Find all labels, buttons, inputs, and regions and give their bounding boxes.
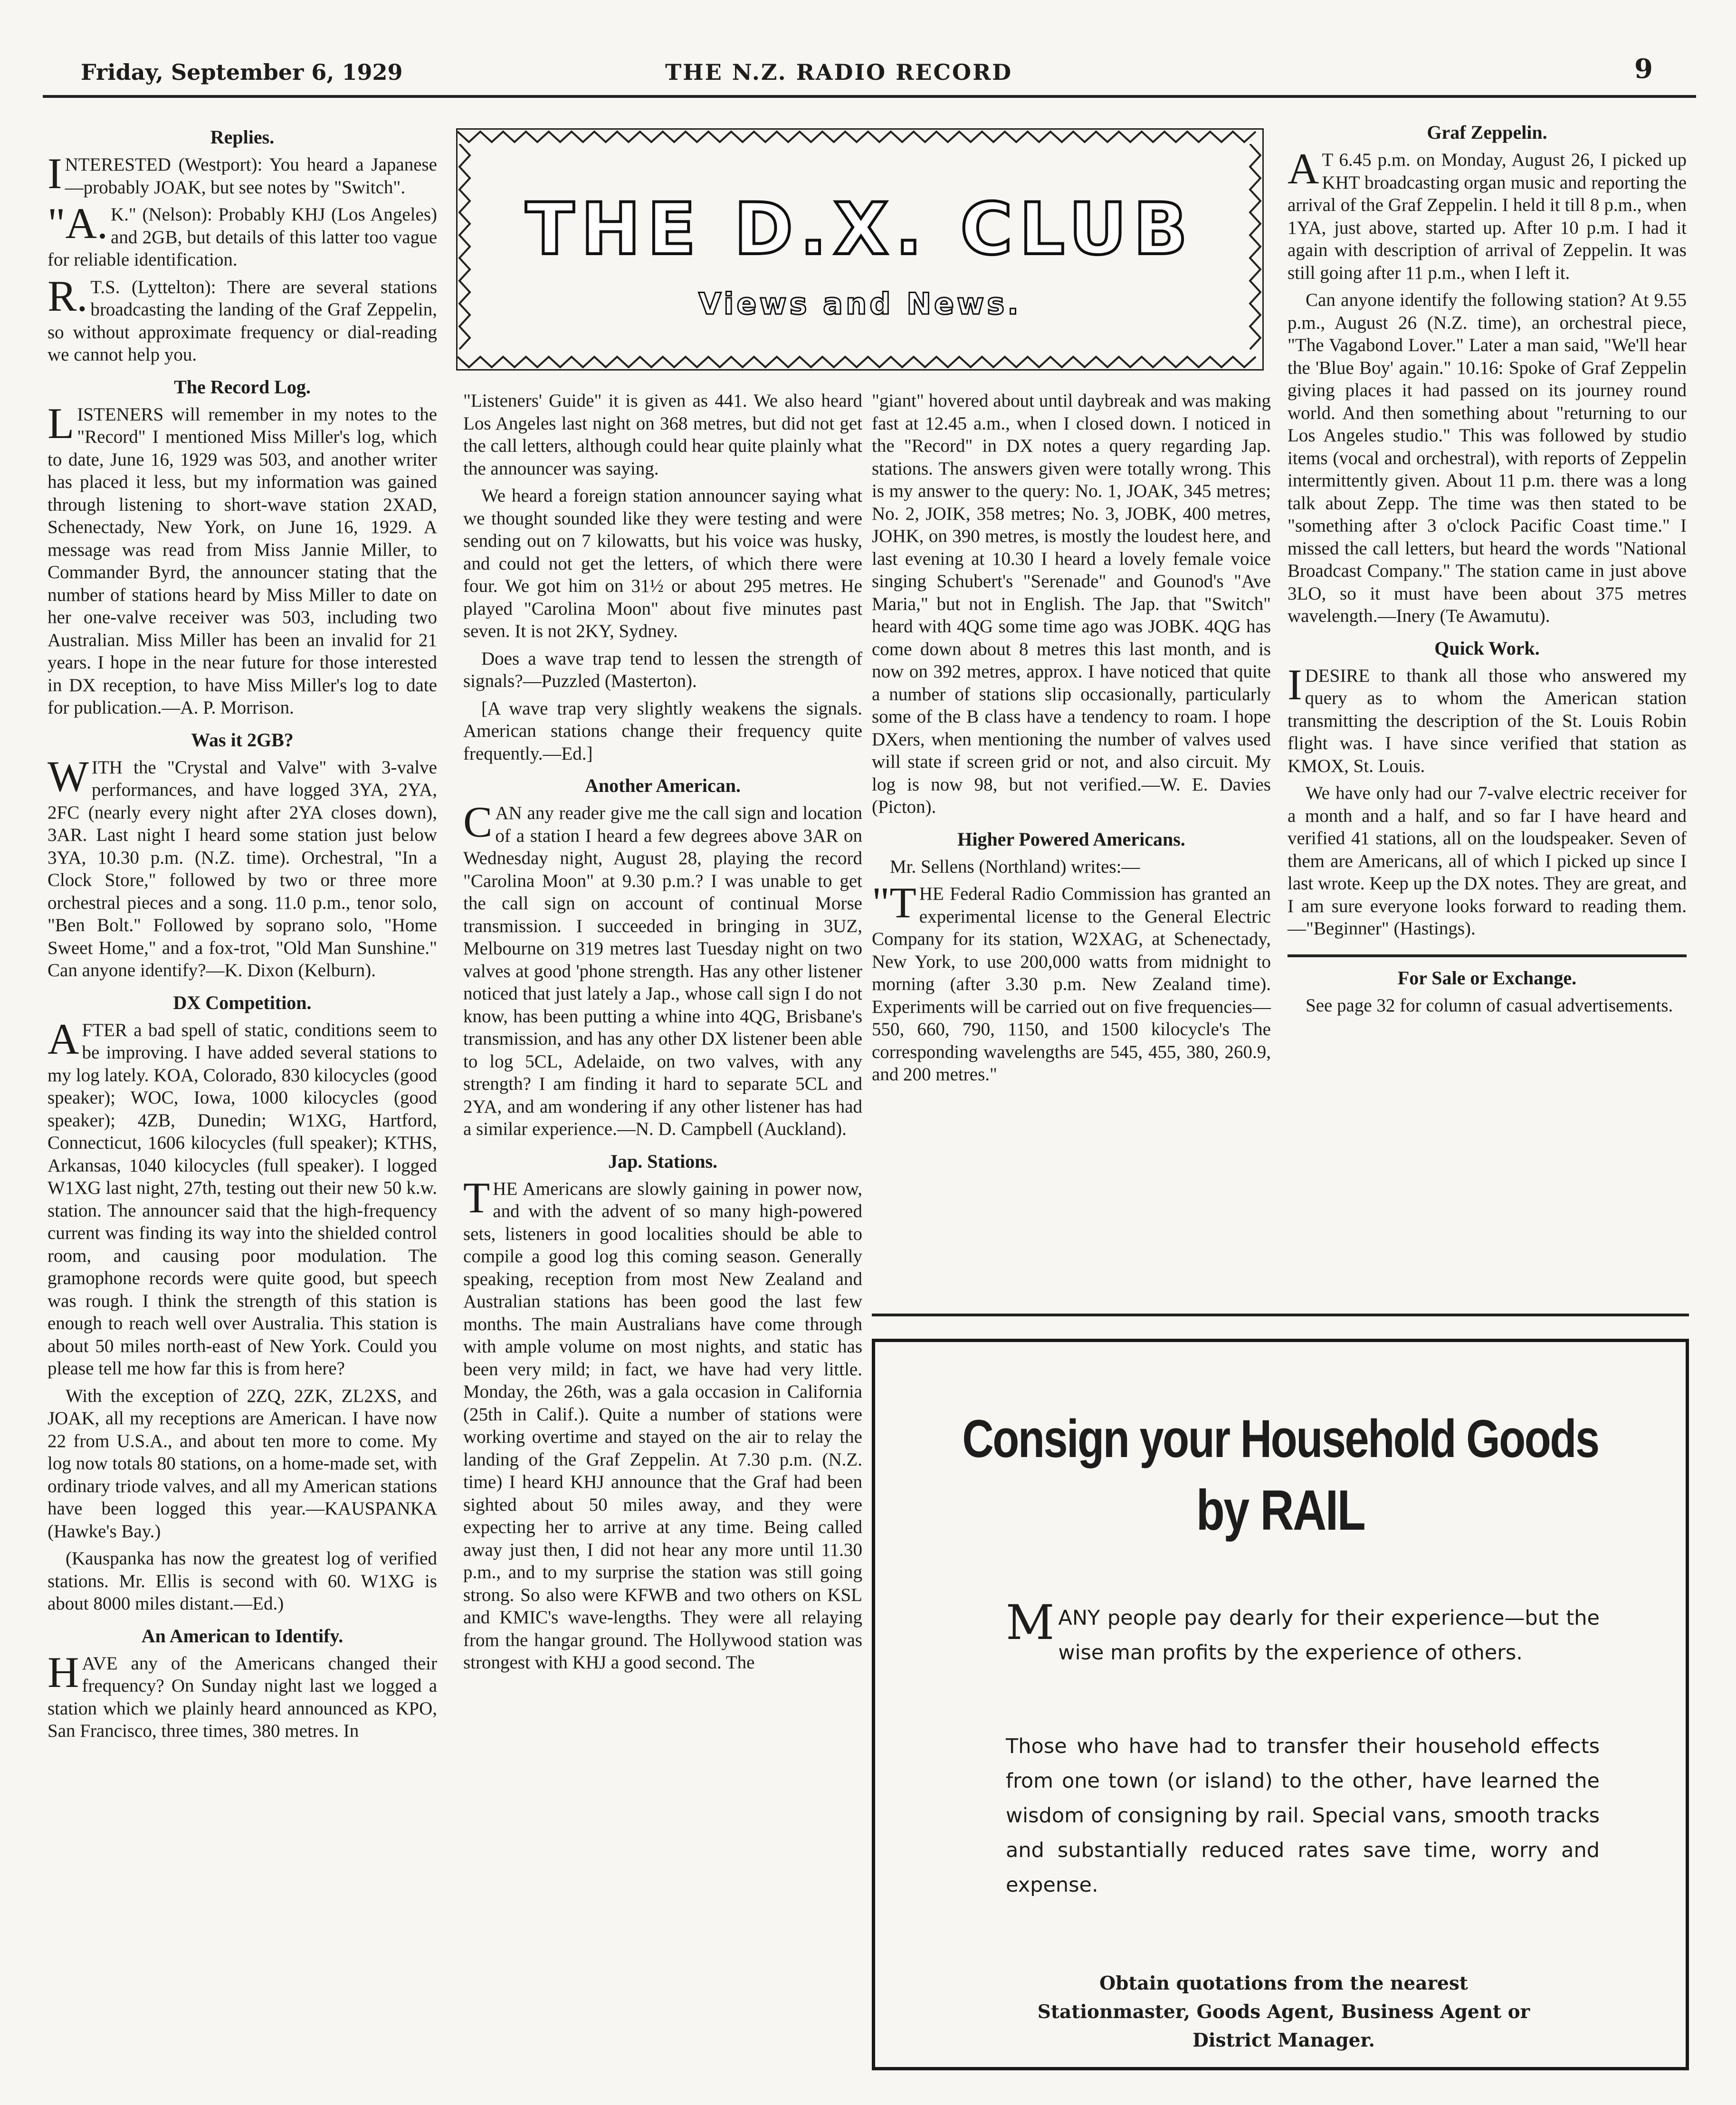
paragraph	[1288, 289, 1687, 628]
section-heading: DX Competition.	[173, 991, 312, 1013]
paragraph-text: We heard a foreign station announcer saying what we thought sounded like they were testing and were sending out on 7 kilowatts, but his voice was husky, and could not get the letters, of which there were four. We got him on 31½ or about 295 metres. He played "Carolina Moon" about five minutes past seven. It is not 2KY, Sydney.	[463, 486, 862, 641]
paragraph	[463, 390, 862, 480]
drop-cap: R.	[48, 271, 88, 320]
drop-cap: T	[463, 1173, 490, 1222]
paragraph	[1288, 660, 1687, 778]
section-heading: Graf Zeppelin.	[1427, 122, 1547, 143]
paragraph-text: AN any reader give me the call sign and location of a station I heard a few degrees above 3AR on Wednesday night, August 28, playing the record "Carolina Moon" at 9.30 p.m.? I was unable to get the call sign on account of continual Morse transmission. I succeeded in bringing in 3UZ, Melbourne on 319 metres last Tuesday night on two valves at good 'phone strength. Has any other listener noticed that just lately a Jap., whose call sign I do not know, has been putting a whine into 4QG, Brisbane's transmission, and has any other DX listener been able to log 5CL, Adelaide, on two valves, with any strength? I am finding it hard to separate 5CL and 2YA, and am wondering if any other listener has had a similar experience.—N. D. Campbell (Auckland).	[463, 803, 862, 1139]
paragraph	[872, 856, 1271, 878]
ad-headline-line2: by RAIL	[1196, 1478, 1365, 1542]
paragraph	[48, 199, 437, 271]
section-heading: Quick Work.	[1434, 637, 1540, 659]
drop-cap: C	[463, 798, 493, 846]
section-heading: Jap. Stations.	[608, 1150, 718, 1172]
paragraph-text: HE Americans are slowly gaining in power now, and with the advent of so many high-powered sets, listeners in good localities should be able to compile a good log this coming season. Generally speaking, reception from most New Zealand and Australian stations has been good the last few months. The main Australians have come through with ample volume on most nights, and static has been very mild; in fact, we have had very little. Monday, the 26th, was a gala occasion in California (25th in Calif.). Quite a number of stations were working overtime and stayed on the air to relay the landing of the Graf Zeppelin. At 7.30 p.m. (N.Z. time) I heard KHJ announce that the Graf had been sighted about 50 miles away, and they were expecting her to arrive at any time. Being called away just then, I did not hear any more until 11.30 p.m., and to my surprise the station was still going strong. So also were KFWB and two others on KSL and KMIC's wave-lengths. They were all relaying from the hangar ground. The Hollywood station was strongest with KHJ a good second. The	[463, 1178, 862, 1673]
paragraph-text: (Kauspanka has now the greatest log of verified stations. Mr. Ellis is second with 60. W1XG is about 8000 miles distant.—Ed.)	[48, 1548, 437, 1614]
paragraph	[1288, 144, 1687, 284]
zigzag-border-bottom	[458, 355, 1262, 369]
banner-title: THE D.X. CLUB	[525, 188, 1194, 271]
ad-footer: Obtain quotations from the nearest Stationmaster, Goods Agent, Business Agent or District Manager.	[1037, 1972, 1530, 2051]
column-1	[48, 116, 437, 1747]
paragraph	[463, 485, 862, 643]
section-heading: Replies.	[210, 126, 275, 148]
ad-headline-line1: Consign your Household Goods	[962, 1409, 1599, 1468]
header-date: Friday, September 6, 1929	[81, 59, 403, 85]
paragraph-text: HE Federal Radio Commission has granted an experimental license to the General Electric Company for its station, W2XAG, at Schenectady, New York, to use 200,000 watts from midnight to morning (after 3.30 p.m. New Zealand time). Experiments will be carried out on five frequencies—550, 660, 790, 1150, and 1500 kilocycle's The corresponding wavelengths are 545, 455, 380, 260.9, and 200 metres."	[872, 884, 1271, 1085]
drop-cap: A	[48, 1014, 79, 1063]
paragraph-text: Can anyone identify the following station? At 9.55 p.m., August 26 (N.Z. time), an orchestral piece, "The Vagabond Lover." Later a man said, "We'll hear the 'Blue Boy' again." 10.16: Spoke of Graf Zeppelin giving places it had passed on its journey round world. And then something about "returning to our Los Angeles studio." This was followed by studio items (vocal and orchestral), with reports of Zeppelin intermittently given. About 11 p.m. there was a long talk about Zepp. The time was then stated to be "something after 3 o'clock Pacific Coast time." I missed the call letters, but heard the words "National Broadcast Company." The station came in just above 3LO, so it must have been about 375 metres wavelength.—Inery (Te Awamutu).	[1288, 290, 1687, 626]
paragraph-text: ISTENERS will remember in my notes to the "Record" I mentioned Miss Miller's log, which to date, June 16, 1929 was 503, and another writer has placed it less, but my information was gained through listening to short-wave station 2XAD, Schenectady, New York, on June 16, 1929. A message was read from Miss Jannie Miller, to Commander Byrd, the announcer stating that the number of stations heard by Miss Miller to date on her one-valve receiver was 503, including two Australian. Miss Miller has been an invalid for 21 years. I hope in the near future for those interested in DX reception, to have Miss Miller's log to date for publication.—A. P. Morrison.	[48, 404, 437, 718]
paragraph-text: "giant" hovered about until daybreak and was making fast at 12.45 a.m., when I closed down. I noticed in the "Record" in DX notes a query regarding Jap. stations. The answers given were totally wrong. This is my answer to the query: No. 1, JOAK, 345 metres; No. 2, JOIK, 358 metres; No. 3, JOBK, 400 metres, JOHK, on 390 metres, is mostly the loudest here, and last evening at 10.30 I heard a lovely female voice singing Schubert's "Serenade" and Gounod's "Ave Maria," but not in English. The Jap. that "Switch" heard with 4QG some time ago was JOBK. 4QG has come down about 8 metres this last month, and is now on 392 metres, approx. I have noticed that quite a number of stations slip occasionally, particularly some of the B class have a tendency to roam. I hope DXers, when mentioning the number of valves used will state if screen grid or not, and also circuit. My log is now 98, but not verified.—W. E. Davies (Picton).	[872, 391, 1271, 817]
header-paper-title: THE N.Z. RADIO RECORD	[665, 59, 1013, 85]
paragraph	[48, 1014, 437, 1380]
header-page-number: 9	[1634, 53, 1653, 85]
paragraph-text: K." (Nelson): Probably KHJ (Los Angeles) and 2GB, but details of this latter too vague for reliable identification.	[48, 204, 437, 270]
paragraph	[872, 390, 1271, 819]
paragraph-text: See page 32 for column of casual advertisements.	[1306, 995, 1673, 1016]
header-rule	[43, 95, 1696, 98]
rail-advertisement	[872, 1339, 1689, 2070]
paragraph-text: T.S. (Lyttelton): There are several stations broadcasting the landing of the Graf Zeppelin, so without approximate frequency or dial-reading we cannot help you.	[48, 276, 437, 365]
paragraph-text: FTER a bad spell of static, conditions seem to be improving. I have added several stations to my log lately. KOA, Colorado, 830 kilocycles (good speaker); WOC, Iowa, 1000 kilocycles (good speaker); 4ZB, Dunedin; W1XG, Hartford, Connecticut, 1606 kilocycles (full speaker); KTHS, Arkansas, 1040 kilocycles (full speaker). I logged W1XG last night, 27th, testing out their new 50 k.w. station. The announcer said that the high-frequency current was finding its way into the shielded control room, and causing poor modulation. The gramophone records were quite good, but speech was rough. I think the strength of this station is enough to reach well over Australia. This station is about 50 miles north-east of New York. Could you please tell me how far this is from here?	[48, 1019, 437, 1379]
section-heading: Higher Powered Americans.	[957, 828, 1185, 850]
paragraph	[48, 752, 437, 982]
ad-top-rule	[872, 1314, 1689, 1316]
paragraph	[48, 1385, 437, 1543]
drop-cap: H	[48, 1648, 79, 1696]
paragraph	[48, 1547, 437, 1615]
ad-paragraph-1	[1006, 1595, 1600, 1670]
paragraph-text: Mr. Sellens (Northland) writes:—	[890, 856, 1140, 877]
paragraph	[1288, 782, 1687, 940]
section-heading: An American to Identify.	[141, 1625, 343, 1647]
drop-cap: "T	[872, 878, 916, 927]
paragraph	[463, 1173, 862, 1674]
ad-paragraph-2: Those who have had to transfer their household effects from one town (or island) to the other, have learned the wisdom of consigning by rail. Special vans, smooth tracks and substantially reduced rates save time, worry and expense.	[1006, 1734, 1600, 1897]
paragraph-text: [A wave trap very slightly weakens the signals. American stations change their frequency quite frequently.—Ed.]	[463, 698, 862, 764]
column-2	[463, 390, 862, 1679]
paragraph	[48, 1648, 437, 1743]
column-3	[872, 390, 1271, 1091]
drop-cap: W	[48, 752, 89, 800]
section-heading: Another American.	[584, 775, 741, 796]
section-heading: Was it 2GB?	[191, 729, 294, 751]
drop-cap: "A.	[48, 199, 108, 248]
paragraph-text: DESIRE to thank all those who answered my query as to whom the American station transmitting the description of the St. Louis Robin flight was. I have since verified that station as KMOX, St. Louis.	[1288, 665, 1687, 776]
paragraph-text: Does a wave trap tend to lessen the strength of signals?—Puzzled (Masterton).	[463, 648, 862, 691]
drop-cap: I	[48, 149, 62, 198]
ad-drop-cap: M	[1006, 1595, 1055, 1650]
ad-paragraph-1-text: ANY people pay dearly for their experience—but the wise man profits by the experience of others.	[1058, 1606, 1600, 1665]
drop-cap: I	[1288, 660, 1302, 709]
paragraph-text: ITH the "Crystal and Valve" with 3-valve performances, and have logged 3YA, 2YA, 2FC (nearly every night after 2YA closes down), 3AR. Last night I heard some station just below 3YA, 10.30 p.m. (N.Z. time). Orchestral, "In a Clock Store," followed by two or three more orchestral pieces and a song. 11.0 p.m., tenor solo, "Ben Bolt." Followed by soprano solo, "Home Sweet Home," and a fox-trot, "Old Man Sunshine." Can anyone identify?—K. Dixon (Kelburn).	[48, 757, 437, 981]
column-4	[1288, 112, 1687, 1021]
paragraph	[48, 271, 437, 366]
drop-cap: L	[48, 399, 75, 448]
paragraph-text: AVE any of the Americans changed their frequency? On Sunday night last we logged a station which we plainly heard announced as KPO, San Francisco, three times, 380 metres. In	[48, 1653, 437, 1741]
section-divider	[1288, 954, 1687, 957]
paragraph-text: With the exception of 2ZQ, 2ZK, ZL2XS, and JOAK, all my receptions are American. I have now 22 from U.S.A., and about ten more to come. My log now totals 80 stations, on a home-made set, with ordinary triode valves, and all my American stations have been logged this year.—KAUSPANKA (Hawke's Bay.)	[48, 1385, 437, 1542]
paragraph-text: T 6.45 p.m. on Monday, August 26, I picked up KHT broadcasting organ music and reporting the arrival of the Graf Zeppelin. I held it till 8 p.m., when 1YA, just above, started up. After 10 p.m. I had it again with description of arrival of Zeppelin. It was still going after 11 p.m., when I left it.	[1288, 150, 1687, 283]
zigzag-border-top	[458, 130, 1262, 144]
banner-subtitle: Views and News.	[698, 286, 1021, 321]
section-heading: For Sale or Exchange.	[1397, 967, 1577, 989]
section-heading: The Record Log.	[174, 376, 311, 398]
paragraph	[463, 697, 862, 765]
paragraph-text: NTERESTED (Westport): You heard a Japanese—probably JOAK, but see notes by "Switch".	[65, 154, 437, 198]
paragraph	[463, 648, 862, 693]
paragraph	[48, 149, 437, 199]
drop-cap: A	[1288, 144, 1319, 193]
paragraph	[872, 878, 1271, 1086]
dx-club-banner	[456, 128, 1264, 371]
paragraph	[463, 798, 862, 1141]
paragraph-text: We have only had our 7-valve electric receiver for a month and a half, and so far I have heard and verified 41 stations, all on the loudspeaker. Seven of them are Americans, all of which I picked up since I last wrote. Keep up the DX notes. They are great, and I am sure everyone looks forward to reading them.—"Beginner" (Hastings).	[1288, 783, 1687, 939]
paragraph-text: "Listeners' Guide" it is given as 441. We also heard Los Angeles last night on 368 metres, but did not get the call letters, although could hear quite plainly what the announcer was saying.	[463, 391, 862, 479]
paragraph	[1288, 994, 1687, 1017]
paragraph	[48, 399, 437, 719]
